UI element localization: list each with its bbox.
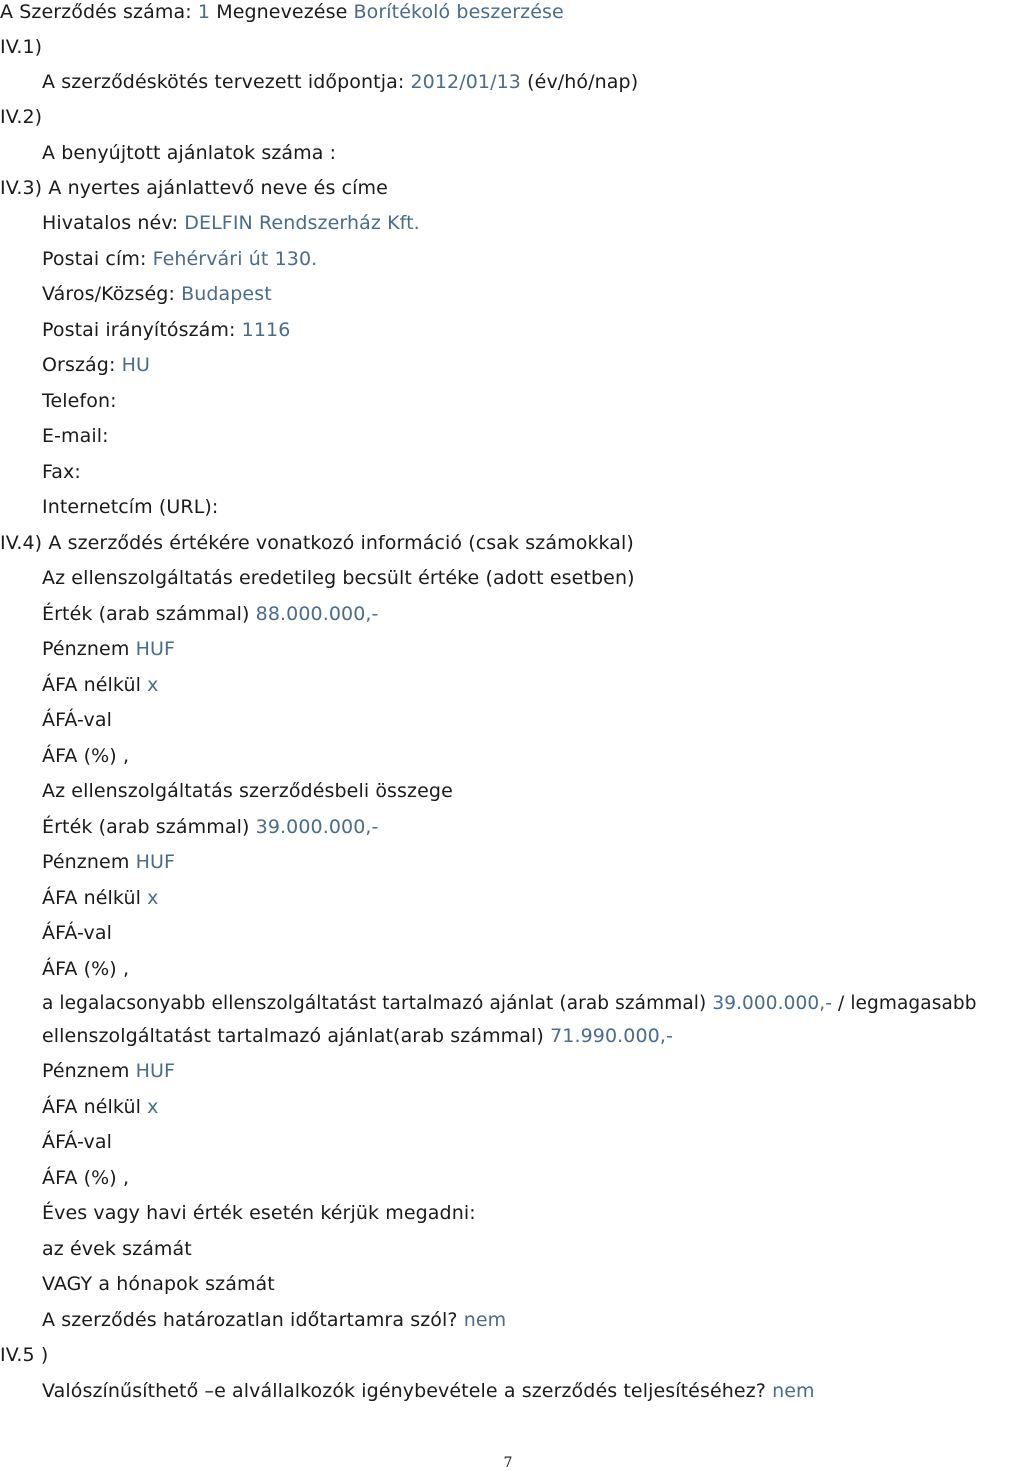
offers-count-label: A benyújtott ajánlatok száma : bbox=[42, 142, 337, 164]
phone-label: Telefon: bbox=[42, 390, 117, 412]
highest-offer-label-start: / legmagasabb bbox=[838, 993, 977, 1014]
currency-label: Pénznem bbox=[42, 1060, 130, 1082]
section-iv1-heading: IV.1) bbox=[0, 36, 43, 58]
estimated-value-line bbox=[42, 602, 379, 626]
currency-label: Pénznem bbox=[42, 851, 130, 873]
postal-address-label: Postai cím: bbox=[42, 248, 147, 270]
fax-label: Fax: bbox=[42, 461, 81, 483]
contract-value-line bbox=[42, 815, 379, 839]
currency-line bbox=[42, 637, 175, 661]
url-label: Internetcím (URL): bbox=[42, 496, 219, 518]
vat-percent-label: ÁFA (%) , bbox=[42, 745, 130, 767]
annual-monthly-label: Éves vagy havi érték esetén kérjük megadni: bbox=[42, 1202, 476, 1224]
country-line bbox=[42, 353, 150, 377]
city-line bbox=[42, 282, 272, 306]
currency-line bbox=[42, 1059, 175, 1083]
zip-label: Postai irányítószám: bbox=[42, 319, 236, 341]
lowest-offer-label: a legalacsonyabb ellenszolgáltatást tartalmazó ajánlat (arab számmal) bbox=[42, 993, 707, 1014]
page-number: 7 bbox=[503, 1455, 513, 1471]
estimated-value: 88.000.000,- bbox=[255, 603, 379, 625]
years-label: az évek számát bbox=[42, 1238, 192, 1260]
currency-value: HUF bbox=[135, 851, 176, 873]
indefinite-term-value: nem bbox=[463, 1309, 507, 1331]
contract-name-label: Megnevezése bbox=[216, 1, 348, 23]
with-vat-label: ÁFÁ-val bbox=[42, 1131, 112, 1153]
no-vat-line bbox=[42, 886, 158, 910]
official-name-line bbox=[42, 211, 420, 235]
official-name-label: Hivatalos név: bbox=[42, 212, 179, 234]
contract-value: 39.000.000,- bbox=[255, 816, 379, 838]
value-label: Érték (arab számmal) bbox=[42, 816, 250, 838]
indefinite-term-line bbox=[42, 1308, 506, 1332]
contract-name: Borítékoló beszerzése bbox=[353, 1, 564, 23]
no-vat-line bbox=[42, 1095, 158, 1119]
postal-address-line bbox=[42, 247, 317, 271]
section-iv3-heading: IV.3) A nyertes ajánlattevő neve és címe bbox=[0, 177, 388, 199]
highest-offer-label: ellenszolgáltatást tartalmazó ajánlat(arab számmal) bbox=[42, 1025, 544, 1047]
value-label: Érték (arab számmal) bbox=[42, 603, 250, 625]
with-vat-label: ÁFÁ-val bbox=[42, 709, 112, 731]
highest-offer-line bbox=[42, 1024, 673, 1048]
zip-value: 1116 bbox=[241, 319, 291, 341]
contract-number: 1 bbox=[197, 1, 211, 23]
highest-offer-value: 71.990.000,- bbox=[550, 1025, 673, 1047]
zip-line bbox=[42, 318, 290, 342]
estimated-value-title: Az ellenszolgáltatás eredetileg becsült értéke (adott esetben) bbox=[42, 567, 635, 589]
section-iv4-heading: IV.4) A szerződés értékére vonatkozó információ (csak számokkal) bbox=[0, 532, 634, 554]
section-iv5-heading: IV.5 ) bbox=[0, 1344, 49, 1366]
vat-percent-label: ÁFA (%) , bbox=[42, 958, 130, 980]
section-iv2-heading: IV.2) bbox=[0, 106, 43, 128]
contract-date-line bbox=[42, 70, 638, 94]
city-label: Város/Község: bbox=[42, 283, 175, 305]
no-vat-label: ÁFA nélkül bbox=[42, 1096, 141, 1118]
no-vat-label: ÁFA nélkül bbox=[42, 674, 141, 696]
no-vat-mark: x bbox=[147, 674, 159, 696]
official-name-value: DELFIN Rendszerház Kft. bbox=[184, 212, 420, 234]
subcontractor-value: nem bbox=[772, 1380, 815, 1402]
no-vat-line bbox=[42, 673, 158, 697]
subcontractor-label: Valószínűsíthető –e alvállalkozók igénybevétele a szerződés teljesítéséhez? bbox=[42, 1380, 766, 1402]
no-vat-mark: x bbox=[147, 887, 159, 909]
currency-label: Pénznem bbox=[42, 638, 130, 660]
no-vat-mark: x bbox=[147, 1096, 159, 1118]
email-label: E-mail: bbox=[42, 425, 109, 447]
currency-line bbox=[42, 850, 175, 874]
postal-address-value: Fehérvári út 130. bbox=[152, 248, 318, 270]
header-line bbox=[0, 0, 564, 24]
city-value: Budapest bbox=[181, 283, 272, 305]
months-label: VAGY a hónapok számát bbox=[42, 1273, 275, 1295]
contract-number-label: A Szerződés száma: bbox=[0, 1, 192, 23]
country-value: HU bbox=[121, 354, 150, 376]
lowest-offer-line bbox=[42, 992, 977, 1016]
contract-date-unit: (év/hó/nap) bbox=[527, 71, 639, 93]
currency-value: HUF bbox=[135, 638, 176, 660]
indefinite-term-label: A szerződés határozatlan időtartamra szól? bbox=[42, 1309, 458, 1331]
contract-date-label: A szerződéskötés tervezett időpontja: bbox=[42, 71, 405, 93]
country-label: Ország: bbox=[42, 354, 116, 376]
with-vat-label: ÁFÁ-val bbox=[42, 922, 112, 944]
lowest-offer-value: 39.000.000,- bbox=[712, 993, 833, 1014]
no-vat-label: ÁFA nélkül bbox=[42, 887, 141, 909]
currency-value: HUF bbox=[135, 1060, 176, 1082]
subcontractor-line bbox=[42, 1379, 815, 1403]
vat-percent-label: ÁFA (%) , bbox=[42, 1167, 130, 1189]
contract-date-value: 2012/01/13 bbox=[410, 71, 521, 93]
contract-value-title: Az ellenszolgáltatás szerződésbeli összege bbox=[42, 780, 453, 802]
